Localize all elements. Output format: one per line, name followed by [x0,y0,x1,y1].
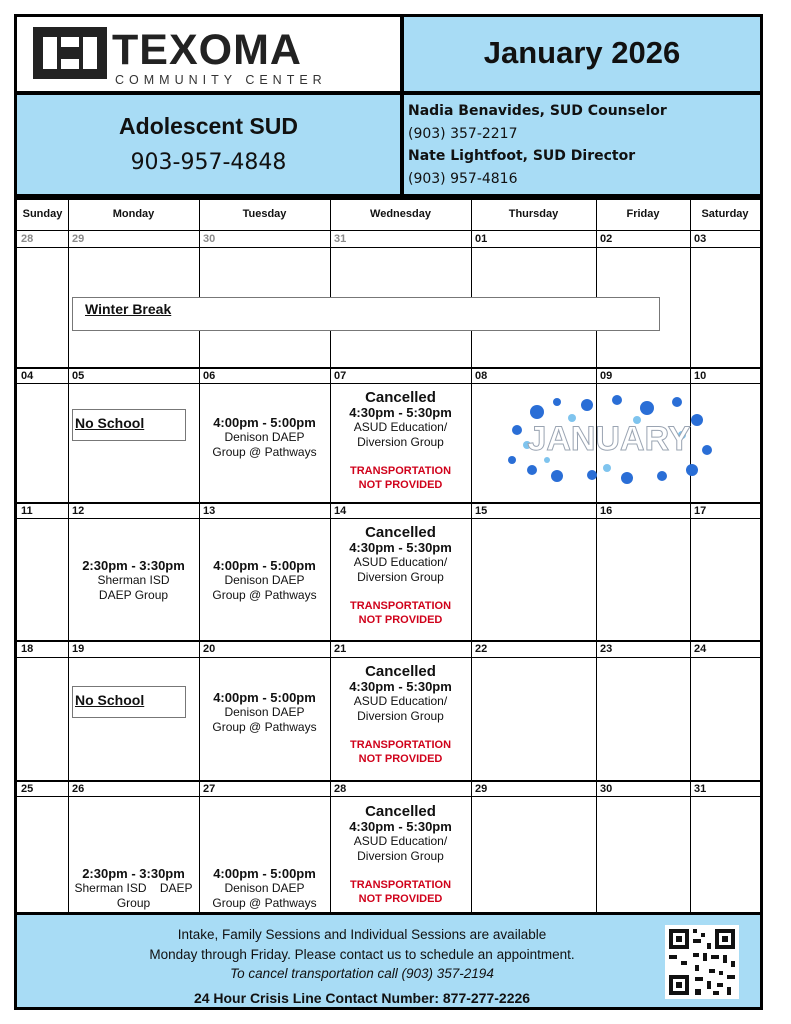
event-line: Denison DAEP [224,705,305,719]
event-status: Cancelled [365,803,436,820]
weekday-header: Monday [112,208,155,220]
weekday-header: Thursday [508,208,559,220]
date-number: 20 [203,643,216,655]
contact-name: Nadia Benavides, SUD Counselor [408,103,667,119]
grid-line [17,796,760,797]
grid-line [690,200,691,912]
grid-line [17,247,760,248]
crisis-line: 24 Hour Crisis Line Contact Number: 877-277-2226 [193,990,531,1006]
event-note: TRANSPORTATION [349,879,452,891]
event-note: TRANSPORTATION [349,739,452,751]
event-wednesday-group [330,390,471,492]
date-number: 04 [21,370,34,382]
date-number: 27 [203,783,216,795]
date-number: 29 [72,233,85,245]
date-number: 16 [600,505,613,517]
month-title-box [401,14,763,94]
date-number: 31 [334,233,347,245]
qr-code-icon[interactable] [665,925,739,999]
date-number: 02 [600,233,613,245]
date-number: 30 [600,783,613,795]
grid-line [68,200,69,912]
event-line: ASUD Education/ [353,420,448,434]
event-line: Diversion Group [357,709,444,723]
date-number: 14 [334,505,347,517]
date-number: 09 [600,370,613,382]
footer-text: Intake, Family Sessions and Individual Sessions are available [177,927,547,942]
event-note: NOT PROVIDED [358,893,443,905]
org-subtitle: COMMUNITY CENTER [115,73,327,87]
event-monday-group [68,558,199,603]
date-number: 23 [600,643,613,655]
date-number: 13 [203,505,216,517]
grid-line [17,780,760,782]
date-number: 18 [21,643,34,655]
event-line: ASUD Education/ [353,834,448,848]
event-line: Group @ Pathways [212,720,317,734]
event-line: Denison DAEP [224,573,305,587]
event-note: NOT PROVIDED [358,753,443,765]
weekday-header: Tuesday [242,208,287,220]
date-number: 01 [475,233,488,245]
event-status: Cancelled [365,524,436,541]
event-line: Group @ Pathways [212,445,317,459]
event-line: Sherman ISD [97,573,170,587]
event-note: TRANSPORTATION [349,465,452,477]
contact-phone: (903) 357-2217 [408,126,518,142]
event-line: ASUD Education/ [353,555,448,569]
event-time: 4:30pm - 5:30pm [349,540,452,555]
event-note: NOT PROVIDED [358,479,443,491]
event-line: Group @ Pathways [212,896,317,910]
january-snowflake-graphic [497,390,722,490]
no-school-label: No School [72,409,186,441]
grid-line [17,640,760,642]
footer-text: Monday through Friday. Please contact us to schedule an appointment. [149,947,575,962]
month-title: January 2026 [483,35,681,70]
event-line: Sherman ISD DAEP [74,881,193,895]
texoma-logo-icon [31,25,109,81]
contacts-box [401,92,763,197]
weekday-header: Wednesday [370,208,431,220]
event-tuesday-group [199,866,330,911]
event-tuesday-group [199,558,330,603]
program-name: Adolescent SUD [119,113,298,139]
date-number: 03 [694,233,707,245]
program-box [14,92,403,197]
date-number: 28 [21,233,34,245]
event-time: 2:30pm - 3:30pm [82,558,185,573]
grid-line [17,230,760,231]
event-wednesday-group [330,804,471,906]
footer-info [14,912,763,1010]
event-time: 4:00pm - 5:00pm [213,866,316,881]
event-line: Diversion Group [357,849,444,863]
weekday-header: Saturday [701,208,749,220]
event-wednesday-group [330,525,471,627]
grid-line [17,367,760,369]
grid-line [17,518,760,519]
date-number: 28 [334,783,347,795]
event-note: NOT PROVIDED [358,614,443,626]
calendar-grid [14,197,763,915]
date-number: 25 [21,783,34,795]
date-number: 24 [694,643,707,655]
logo-box [14,14,403,94]
date-number: 10 [694,370,707,382]
event-line: Denison DAEP [224,430,305,444]
grid-line [17,383,760,384]
event-monday-group [68,866,199,911]
event-time: 4:30pm - 5:30pm [349,679,452,694]
contact-phone: (903) 957-4816 [408,171,518,187]
date-number: 11 [21,505,33,517]
event-time: 4:30pm - 5:30pm [349,819,452,834]
date-number: 15 [475,505,488,517]
event-time: 4:00pm - 5:00pm [213,690,316,705]
date-number: 30 [203,233,216,245]
event-time: 4:30pm - 5:30pm [349,405,452,420]
event-time: 4:00pm - 5:00pm [213,415,316,430]
event-tuesday-group [199,415,330,460]
date-number: 21 [334,643,347,655]
grid-line [17,502,760,504]
event-line: ASUD Education/ [353,694,448,708]
event-time: 4:00pm - 5:00pm [213,558,316,573]
event-line: Group @ Pathways [212,588,317,602]
no-school-label: No School [72,686,186,718]
event-line: Diversion Group [357,570,444,584]
event-line: DAEP Group [98,588,169,602]
event-note: TRANSPORTATION [349,600,452,612]
event-line: Group [116,896,151,910]
date-number: 07 [334,370,347,382]
january-graphic-text: JANUARY [527,420,691,458]
event-wednesday-group [330,664,471,766]
weekday-header: Friday [626,208,660,220]
grid-line [17,657,760,658]
contact-name: Nate Lightfoot, SUD Director [408,148,636,164]
org-name: TEXOMA [112,26,302,74]
weekday-header: Sunday [22,208,63,220]
event-time: 2:30pm - 3:30pm [82,866,185,881]
date-number: 05 [72,370,85,382]
date-number: 31 [694,783,707,795]
date-number: 29 [475,783,488,795]
date-number: 12 [72,505,85,517]
event-tuesday-group [199,690,330,735]
footer-cancel-note: To cancel transportation call (903) 357-2194 [230,966,494,981]
date-number: 08 [475,370,488,382]
program-phone: 903-957-4848 [130,150,287,175]
date-number: 26 [72,783,85,795]
event-status: Cancelled [365,389,436,406]
date-number: 22 [475,643,488,655]
event-status: Cancelled [365,663,436,680]
date-number: 17 [694,505,707,517]
date-number: 06 [203,370,216,382]
date-number: 19 [72,643,85,655]
event-line: Denison DAEP [224,881,305,895]
winter-break-banner: Winter Break [72,297,660,331]
event-line: Diversion Group [357,435,444,449]
